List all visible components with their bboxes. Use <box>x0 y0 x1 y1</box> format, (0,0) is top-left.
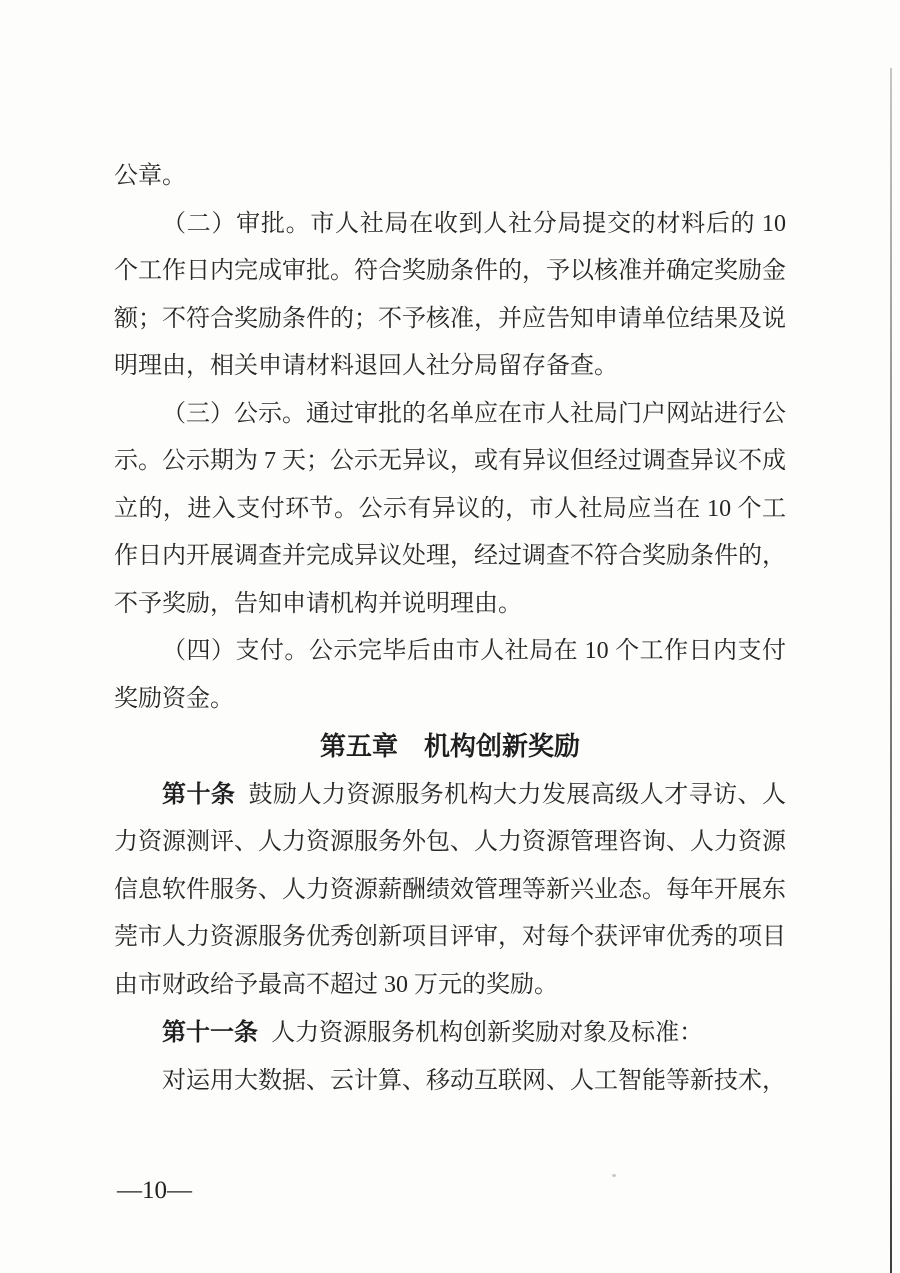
paragraph-item-4-payment: （四）支付。公示完毕后由市人社局在 10 个工作日内支付奖励资金。 <box>114 638 786 712</box>
article-11-text: 人力资源服务机构创新奖励对象及标准： <box>271 1020 704 1046</box>
paragraph-continuation: 公章。 <box>114 163 186 189</box>
paragraph-item-2-approval: （二）审批。市人社局在收到人社分局提交的材料后的 10 个工作日内完成审批。符合奖励条件的，予以核准并确定奖励金额；不符合奖励条件的；不予核准，并应告知申请单位结果及说明理由，相关申请材料退回人社分局留存备查。 <box>114 210 786 379</box>
paragraph-article-11 <box>114 1009 786 1058</box>
document-text-block <box>114 153 786 1105</box>
paragraph-item-3-publicity: （三）公示。通过审批的名单应在市人社局门户网站进行公示。公示期为 7 天；公示无异议，或有异议但经过调查异议不成立的，进入支付环节。公示有异议的，市人社局应当在 10 个工作日内开展调查并完成异议处理，经过调查不符合奖励条件的，不予奖励，告知申请机构并说明理由。 <box>114 400 786 617</box>
scan-speck-artifact <box>612 1174 616 1177</box>
article-11-number: 第十一条 <box>162 1019 258 1046</box>
page-number: —10— <box>117 1177 192 1204</box>
article-10-text: 鼓励人力资源服务机构大力发展高级人才寻访、人力资源测评、人力资源服务外包、人力资源管理咨询、人力资源信息软件服务、人力资源薪酬绩效管理等新兴业态。每年开展东莞市人力资源服务优秀创新项目评审，对每个获评审优秀的项目由市财政给予最高不超过 30 万元的奖励。 <box>114 781 787 998</box>
article-10-number: 第十条 <box>162 780 236 808</box>
scan-edge-artifact <box>890 68 892 1273</box>
paragraph-body-last: 对运用大数据、云计算、移动互联网、人工智能等新技术， <box>162 1067 786 1094</box>
paragraph-article-10 <box>114 771 786 1010</box>
chapter-heading: 第五章 机构创新奖励 <box>319 731 580 761</box>
